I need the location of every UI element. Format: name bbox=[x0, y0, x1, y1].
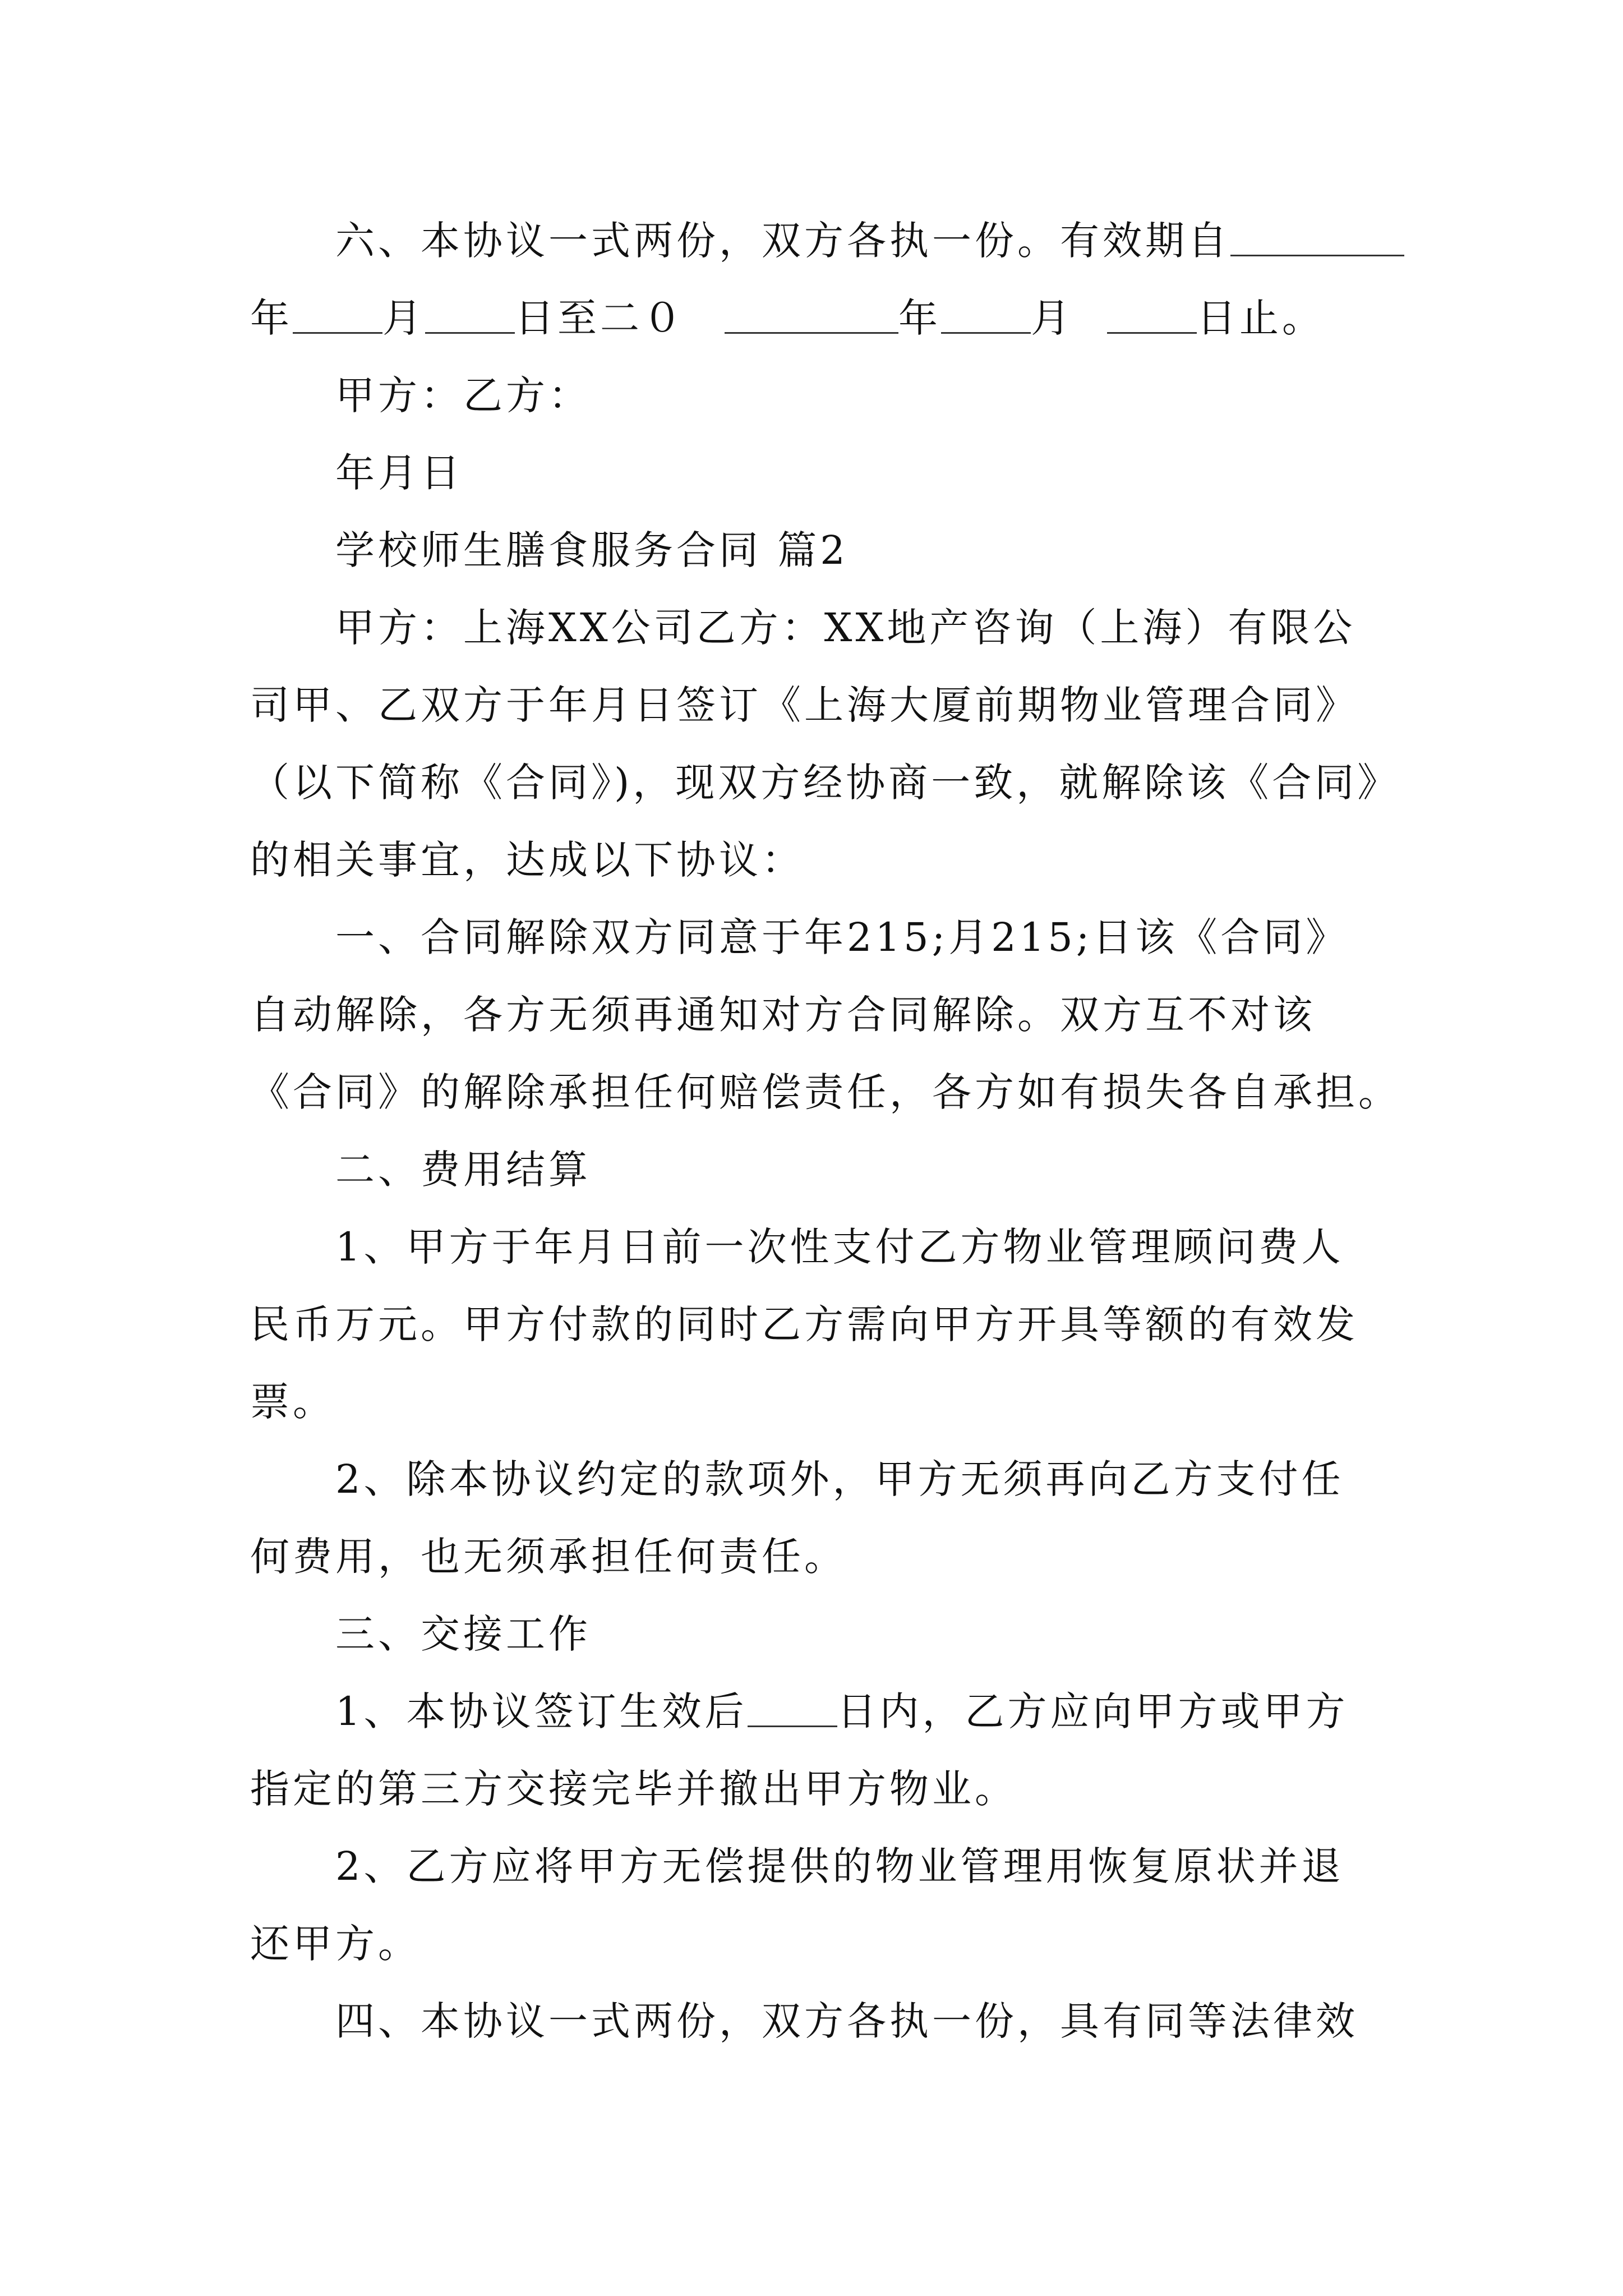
clause-6-text: 六、本协议一式两份，双方各执一份。有效期自 bbox=[335, 218, 1230, 264]
document-page bbox=[250, 202, 1401, 2060]
blank-field bbox=[748, 1681, 837, 1727]
blank-field bbox=[725, 287, 898, 334]
blank-field bbox=[1107, 287, 1197, 334]
signature-parties: 甲方：乙方： bbox=[335, 372, 591, 418]
blank-field bbox=[425, 287, 515, 334]
blank-field bbox=[941, 287, 1031, 334]
paragraph-line bbox=[250, 1673, 1383, 1750]
text-year: 年 bbox=[250, 295, 293, 341]
paragraph-line: 何费用，也无须承担任何责任。 bbox=[250, 1534, 847, 1580]
paragraph-line: 还甲方。 bbox=[250, 1921, 421, 1967]
paragraph-line: 1、甲方于年月日前一次性支付乙方物业管理顾问费人 bbox=[335, 1224, 1344, 1270]
text-month: 月 bbox=[382, 295, 425, 341]
text-day-end: 日止。 bbox=[1197, 295, 1325, 341]
signature-date: 年月日 bbox=[335, 450, 463, 496]
text-segment: 1、本协议签订生效后 bbox=[335, 1688, 748, 1734]
text-segment: 日内，乙方应向甲方或甲方 bbox=[837, 1688, 1349, 1734]
paragraph-line: 一、合同解除双方同意于年215;月215;日该《合同》 bbox=[335, 914, 1349, 960]
paragraph-line: 民币万元。甲方付款的同时乙方需向甲方开具等额的有效发 bbox=[250, 1301, 1358, 1347]
paragraph-line: 自动解除，各方无须再通知对方合同解除。双方互不对该 bbox=[250, 992, 1316, 1038]
paragraph-line: 票。 bbox=[250, 1379, 335, 1425]
text-year: 年 bbox=[898, 295, 941, 341]
section-title: 学校师生膳食服务合同 篇2 bbox=[335, 527, 849, 573]
text-month: 月 bbox=[1031, 295, 1073, 341]
paragraph-line: 甲方：上海XX公司乙方：XX地产咨询（上海）有限公 bbox=[335, 605, 1356, 651]
clause-6-line-2 bbox=[250, 279, 1383, 357]
paragraph-line: （以下简称《合同》)，现双方经协商一致，就解除该《合同》 bbox=[250, 760, 1400, 806]
paragraph-line: 指定的第三方交接完毕并撤出甲方物业。 bbox=[250, 1766, 1017, 1812]
paragraph-line: 2、除本协议约定的款项外，甲方无须再向乙方支付任 bbox=[335, 1456, 1344, 1502]
clause-6-line-1 bbox=[250, 202, 1383, 279]
paragraph-line: 2、乙方应将甲方无偿提供的物业管理用恢复原状并退 bbox=[335, 1843, 1344, 1889]
paragraph-line: 四、本协议一式两份，双方各执一份，具有同等法律效 bbox=[335, 1998, 1358, 2044]
blank-field bbox=[1230, 210, 1404, 256]
section-heading: 三、交接工作 bbox=[335, 1611, 591, 1657]
paragraph-line: 《合同》的解除承担任何赔偿责任，各方如有损失各自承担。 bbox=[250, 1069, 1401, 1115]
blank-field bbox=[293, 287, 382, 334]
section-heading: 二、费用结算 bbox=[335, 1147, 591, 1193]
paragraph-line: 司甲、乙双方于年月日签订《上海大厦前期物业管理合同》 bbox=[250, 682, 1358, 728]
text-day-to: 日至二０ bbox=[515, 295, 685, 341]
paragraph-line: 的相关事宜，达成以下协议： bbox=[250, 837, 804, 883]
